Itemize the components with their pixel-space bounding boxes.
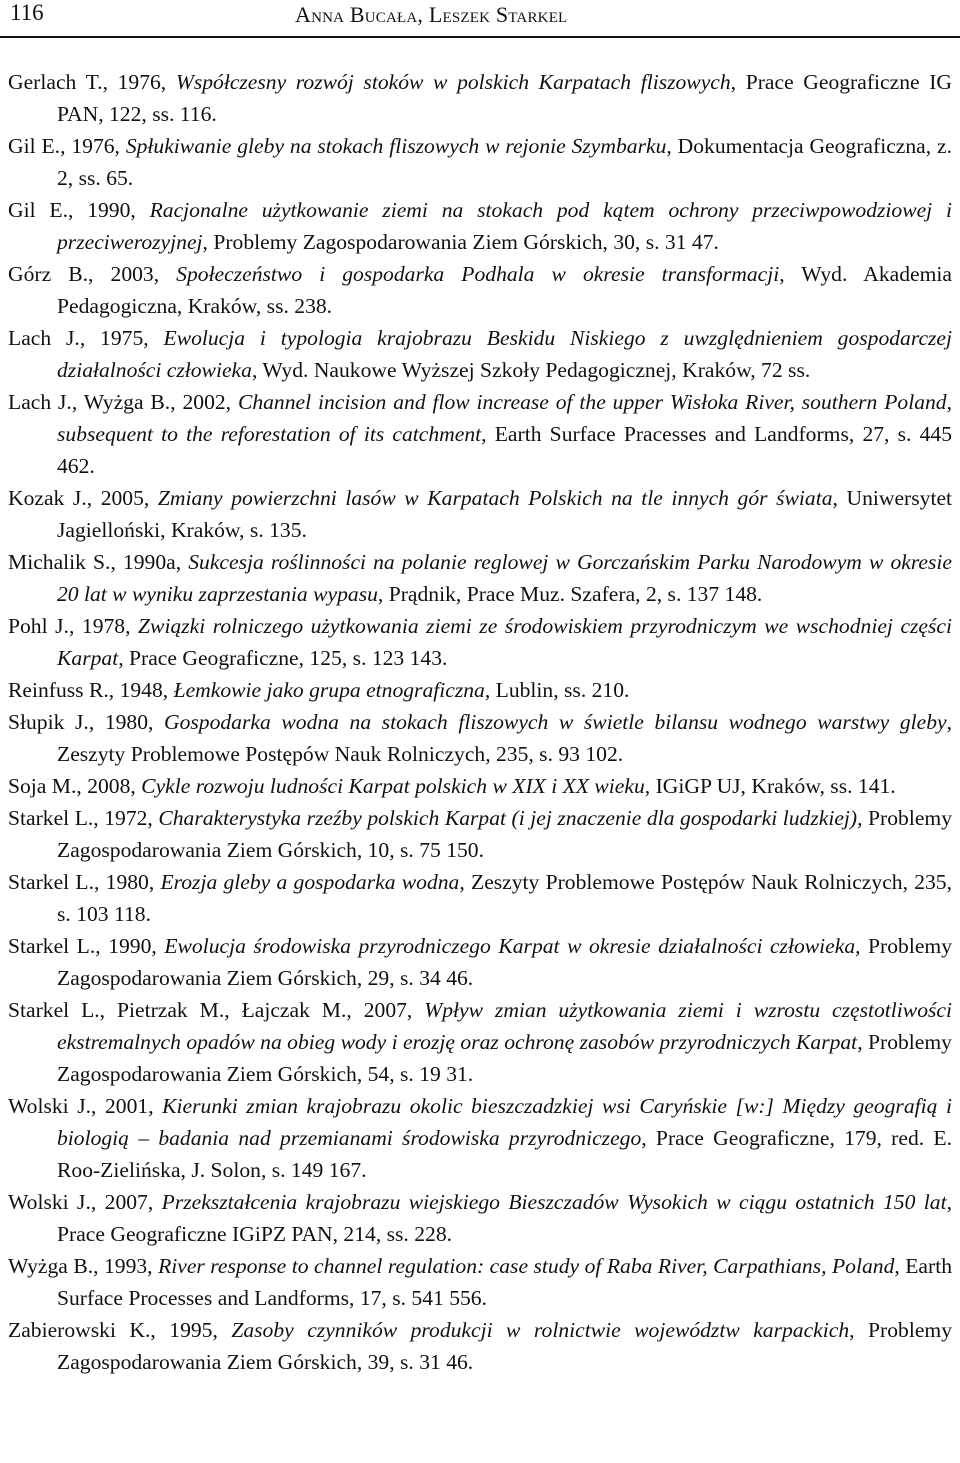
reference-source: Problemy Zagospodarowania Ziem Górskich, 29, s. 34 46. [57, 934, 953, 990]
reference-title: Channel incision and flow increase of the upper Wisłoka River, southern Poland, subsequent to the reforestation of its catchment [57, 390, 952, 446]
reference-item [8, 386, 952, 482]
reference-year: , 1990, [95, 934, 165, 958]
reference-author: Słupik J. [8, 710, 89, 734]
reference-author: Lach J. [8, 326, 80, 350]
reference-title: Zasoby czynników produkcji w rolnictwie województw karpackich [231, 1318, 850, 1342]
reference-year: , 2003, [88, 262, 177, 286]
reference-year: , 2005, [86, 486, 158, 510]
reference-year: , 1993, [93, 1254, 159, 1278]
reference-author: Lach J., Wyżga B. [8, 390, 171, 414]
reference-item [8, 322, 952, 386]
reference-item [8, 866, 952, 930]
reference-year: , 2007, [346, 998, 425, 1022]
reference-author: Gil E. [8, 198, 68, 222]
reference-year: , 1990, [68, 198, 150, 222]
reference-source: , Prace Geograficzne, 179, red. E. Roo-Zielińska, J. Solon, s. 149 167. [57, 1126, 952, 1182]
reference-author: Gerlach T. [8, 70, 103, 94]
reference-item [8, 802, 952, 866]
reference-year: , 1990a, [110, 550, 189, 574]
reference-item [8, 610, 952, 674]
reference-item [8, 674, 952, 706]
reference-year: , 1975, [79, 326, 164, 350]
reference-title: Społeczeństwo i gospodarka Podhala w okresie transformacji [176, 262, 780, 286]
reference-source: , Problemy Zagospodarowania Ziem Górskich, 39, s. 31 46. [57, 1318, 952, 1374]
reference-author: Gil E. [8, 134, 61, 158]
reference-source: , Dokumentacja Geograficzna, z. 2, ss. 65. [57, 134, 953, 190]
reference-author: Starkel L. [8, 870, 94, 894]
reference-title: Cykle rozwoju ludności Karpat polskich w XIX i XX wieku [141, 774, 645, 798]
reference-title: Ewolucja i typologia krajobrazu Beskidu Niskiego z uwzględnieniem gospodarczej działalności człowieka [57, 326, 953, 382]
reference-source: Problemy Zagospodarowania Ziem Górskich, 10, s. 75 150. [57, 806, 953, 862]
reference-title: Związki rolniczego użytkowania ziemi ze środowiskiem przyrodniczym we wschodniej części Karpat [57, 614, 953, 670]
reference-source: , Lublin, ss. 210. [484, 678, 630, 702]
reference-year: , 1948, [108, 678, 174, 702]
reference-author: Wolski J. [8, 1094, 92, 1118]
reference-year: , 1995, [150, 1318, 232, 1342]
reference-year: , 1972, [93, 806, 159, 830]
reference-item [8, 1186, 952, 1250]
reference-author: Wyżga B. [8, 1254, 94, 1278]
reference-year: , 2002, [170, 390, 238, 414]
reference-item [8, 194, 952, 258]
reference-source: , Zeszyty Problemowe Postępów Nauk Rolniczych, 235, s. 93 102. [57, 710, 952, 766]
reference-item [8, 1090, 952, 1186]
reference-author: Kozak J. [8, 486, 87, 510]
reference-item [8, 258, 952, 322]
page-number: 116 [10, 0, 44, 25]
reference-source: , Uniwersytet Jagielloński, Kraków, s. 135. [57, 486, 953, 542]
running-head: Anna Bucała, Leszek Starkel [295, 2, 568, 27]
reference-source: , Prace Geograficzne, 125, s. 123 143. [118, 646, 448, 670]
reference-year: , 2007, [90, 1190, 162, 1214]
reference-title: Gospodarka wodna na stokach fliszowych w świetle bilansu wodnego warstwy gleby [164, 710, 947, 734]
reference-item [8, 706, 952, 770]
reference-source: , Wyd. Naukowe Wyższej Szkoły Pedagogicznej, Kraków, 72 ss. [251, 358, 811, 382]
reference-title: Współczesny rozwój stoków w polskich Karpatach fliszowych [175, 70, 731, 94]
reference-title: Racjonalne użytkowanie ziemi na stokach pod kątem ochrony przeciwpowodziowej i przeciwerozyjnej [57, 198, 952, 254]
reference-year: , 1980, [94, 870, 161, 894]
reference-author: Górz B. [8, 262, 89, 286]
reference-title: Kierunki zmian krajobrazu okolic bieszczadzkiej wsi Caryńskie [w:] Między geografią i biologią – badania nad przemianami środowiska przyrodniczego [57, 1094, 952, 1150]
reference-source: , Earth Surface Pracesses and Landforms, 27, s. 445 462. [57, 422, 952, 478]
reference-source: , Wyd. Akademia Pedagogiczna, Kraków, ss. 238. [57, 262, 952, 318]
reference-title: Zmiany powierzchni lasów w Karpatach Polskich na tle innych gór świata [157, 486, 833, 510]
reference-item [8, 770, 952, 802]
reference-source: , IGiGP UJ, Kraków, ss. 141. [644, 774, 896, 798]
reference-source: , Prace Geograficzne IGiPZ PAN, 214, ss. 228. [57, 1190, 952, 1246]
reference-year: , 1978, [68, 614, 139, 638]
reference-item [8, 994, 952, 1090]
reference-source: , Prądnik, Prace Muz. Szafera, 2, s. 137 148. [377, 582, 763, 606]
reference-author: Zabierowski K. [8, 1318, 151, 1342]
reference-author: Wolski J. [8, 1190, 91, 1214]
reference-author: Starkel L. [8, 934, 96, 958]
header-rule [0, 36, 960, 38]
reference-year: , 1976, [102, 70, 176, 94]
reference-author: Soja M. [8, 774, 77, 798]
reference-author: Starkel L., Pietrzak M., Łajczak M. [8, 998, 347, 1022]
reference-item [8, 66, 952, 130]
reference-source: , Prace Geograficzne IG PAN, 122, ss. 116. [57, 70, 952, 126]
reference-title: Spłukiwanie gleby na stokach fliszowych w rejonie Szymbarku [125, 134, 667, 158]
reference-author: Starkel L. [8, 806, 94, 830]
reference-source: , Zeszyty Problemowe Postępów Nauk Rolniczych, 235, s. 103 118. [57, 870, 952, 926]
reference-source: , Problemy Zagospodarowania Ziem Górskich, 30, s. 31 47. [202, 230, 719, 254]
reference-item [8, 1314, 952, 1378]
reference-item [8, 930, 952, 994]
reference-title: River response to channel regulation: case study of Raba River, Carpathians, Poland [158, 1254, 895, 1278]
reference-title: Charakterystyka rzeźby polskich Karpat (i jej znaczenie dla gospodarki ludzkiej), [158, 806, 863, 830]
reference-item [8, 482, 952, 546]
reference-item [8, 1250, 952, 1314]
reference-source: , Earth Surface Processes and Landforms, 17, s. 541 556. [57, 1254, 953, 1310]
reference-title: Erozja gleby a gospodarka wodna [160, 870, 460, 894]
page-header [0, 0, 960, 44]
reference-year: , 1976, [60, 134, 126, 158]
reference-year: , 1980, [88, 710, 164, 734]
reference-title: Przekształcenia krajobrazu wiejskiego Bieszczadów Wysokich w ciągu ostatnich 150 lat [161, 1190, 947, 1214]
reference-item [8, 546, 952, 610]
reference-year: , 2008, [76, 774, 142, 798]
reference-author: Michalik S. [8, 550, 111, 574]
reference-author: Pohl J. [8, 614, 69, 638]
reference-title: Ewolucja środowiska przyrodniczego Karpat w okresie działalności człowieka, [164, 934, 861, 958]
reference-item [8, 130, 952, 194]
reference-list [8, 66, 952, 1378]
reference-title: Sukcesja roślinności na polanie reglowej w Gorczańskim Parku Narodowym w okresie 20 lat w wyniku zaprzestania wypasu [57, 550, 952, 606]
reference-title: Wpływ zmian użytkowania ziemi i wzrostu częstotliwości ekstremalnych opadów na obieg wody i erozję oraz ochronę zasobów przyrodniczych Karpat [57, 998, 952, 1054]
reference-year: , 2001, [91, 1094, 163, 1118]
reference-title: Łemkowie jako grupa etnograficzna [173, 678, 485, 702]
reference-source: , Problemy Zagospodarowania Ziem Górskich, 54, s. 19 31. [57, 1030, 952, 1086]
reference-author: Reinfuss R. [8, 678, 109, 702]
